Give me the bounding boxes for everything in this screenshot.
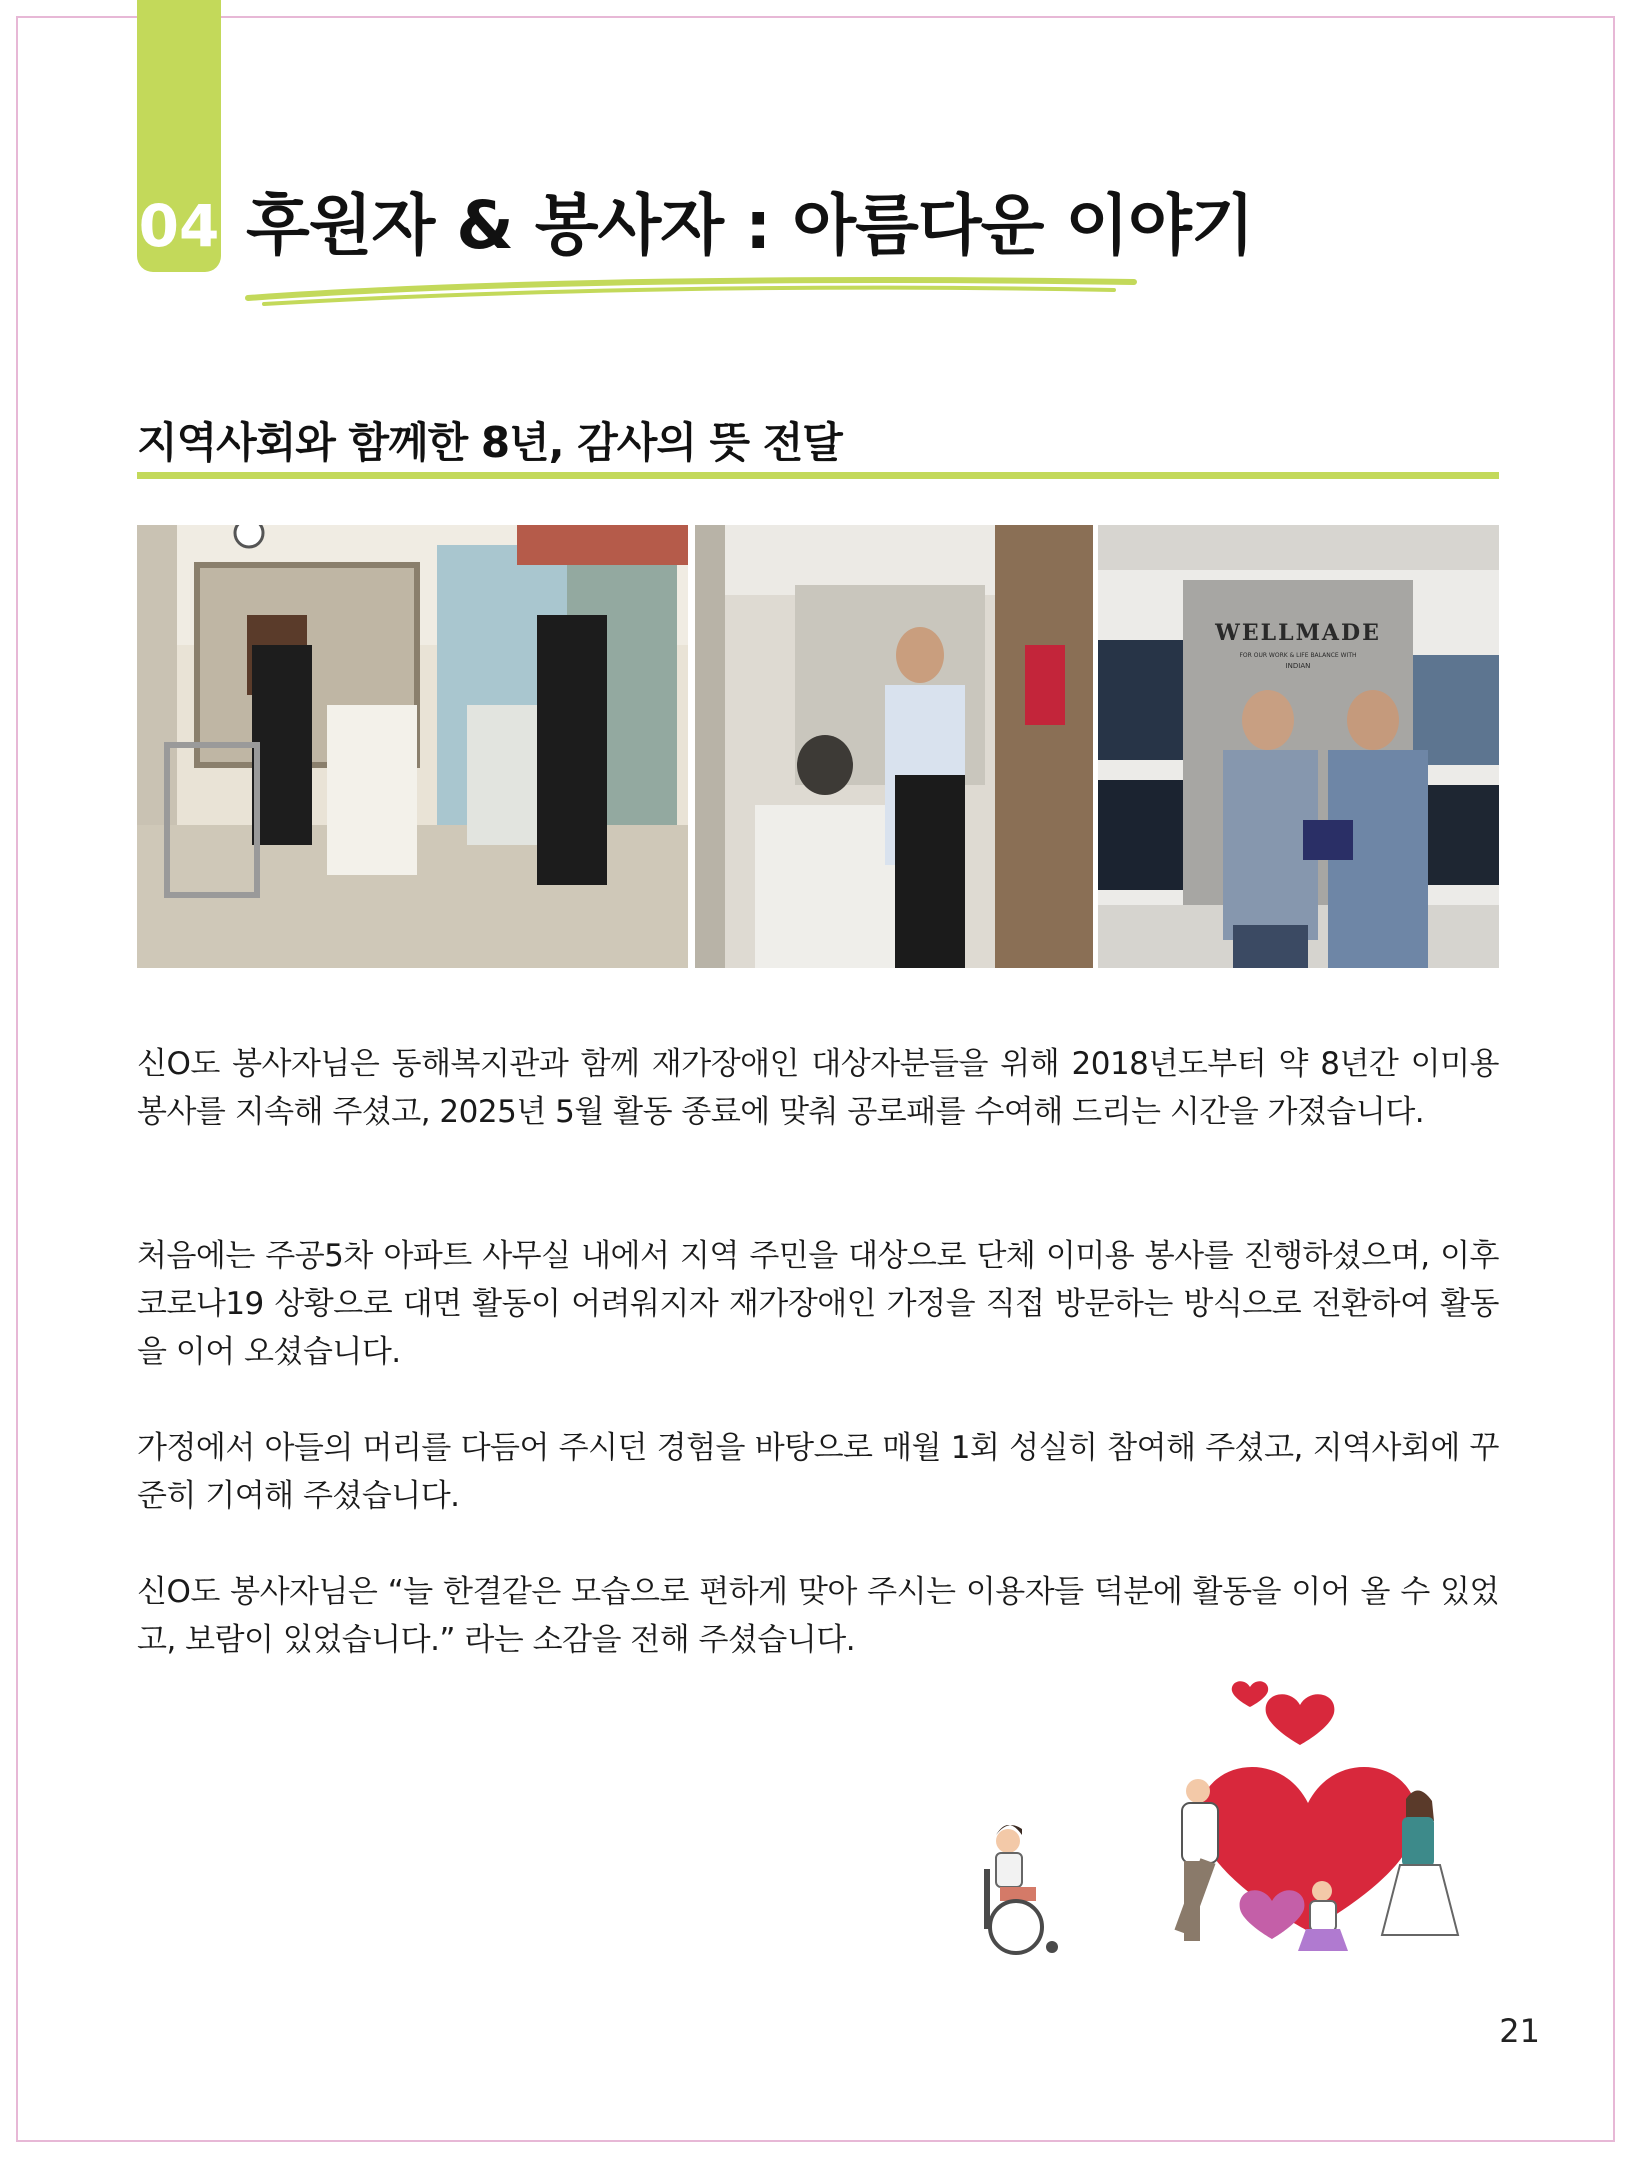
small-heart-icon <box>1232 1681 1268 1707</box>
page-number: 21 <box>1499 2012 1540 2050</box>
photo-plaque-presentation <box>1098 525 1499 968</box>
paragraph-1: 신O도 봉사자님은 동해복지관과 함께 재가장애인 대상자분들을 위해 2018년도부터 약 8년간 이미용 봉사를 지속해 주셨고, 2025년 5월 활동 종료에 맞춰 공로패를 수여해 드리는 시간을 가졌습니다. <box>137 1046 1499 1130</box>
photo-home-haircut <box>695 525 1093 968</box>
store-sign-text: WELLMADE <box>1215 620 1381 646</box>
store-sign-subtext: FOR OUR WORK & LIFE BALANCE WITH <box>1239 652 1357 659</box>
chapter-title: 후원자 & 봉사자 : 아름다운 이야기 <box>246 187 1254 264</box>
section-divider <box>137 472 1499 479</box>
title-brush-underline <box>244 270 1144 310</box>
chapter-number: 04 <box>138 192 220 260</box>
paragraph-2: 처음에는 주공5차 아파트 사무실 내에서 지역 주민을 대상으로 단체 이미용 봉사를 진행하셨으며, 이후 코로나19 상황으로 대면 활동이 어려워지자 재가장애인 가정을 직접 방문하는 방식으로 전환하여 활동을 이어 오셨습니다. <box>137 1238 1499 1370</box>
photo-group-haircut <box>137 525 688 968</box>
paragraph-3: 가정에서 아들의 머리를 다듬어 주시던 경험을 바탕으로 매월 1회 성실히 참여해 주셨고, 지역사회에 꾸준히 기여해 주셨습니다. <box>137 1430 1499 1514</box>
paragraph-4: 신O도 봉사자님은 “늘 한결같은 모습으로 편하게 맞아 주시는 이용자들 덕분에 활동을 이어 올 수 있었고, 보람이 있었습니다.” 라는 소감을 전해 주셨습니다. <box>137 1574 1499 1658</box>
store-sign-brand: INDIAN <box>1285 662 1311 670</box>
big-heart-icon <box>1199 1767 1417 1931</box>
section-heading: 지역사회와 함께한 8년, 감사의 뜻 전달 <box>137 418 842 467</box>
small-heart-icon-2 <box>1266 1694 1335 1745</box>
family-hearts-illustration <box>960 1665 1500 1975</box>
